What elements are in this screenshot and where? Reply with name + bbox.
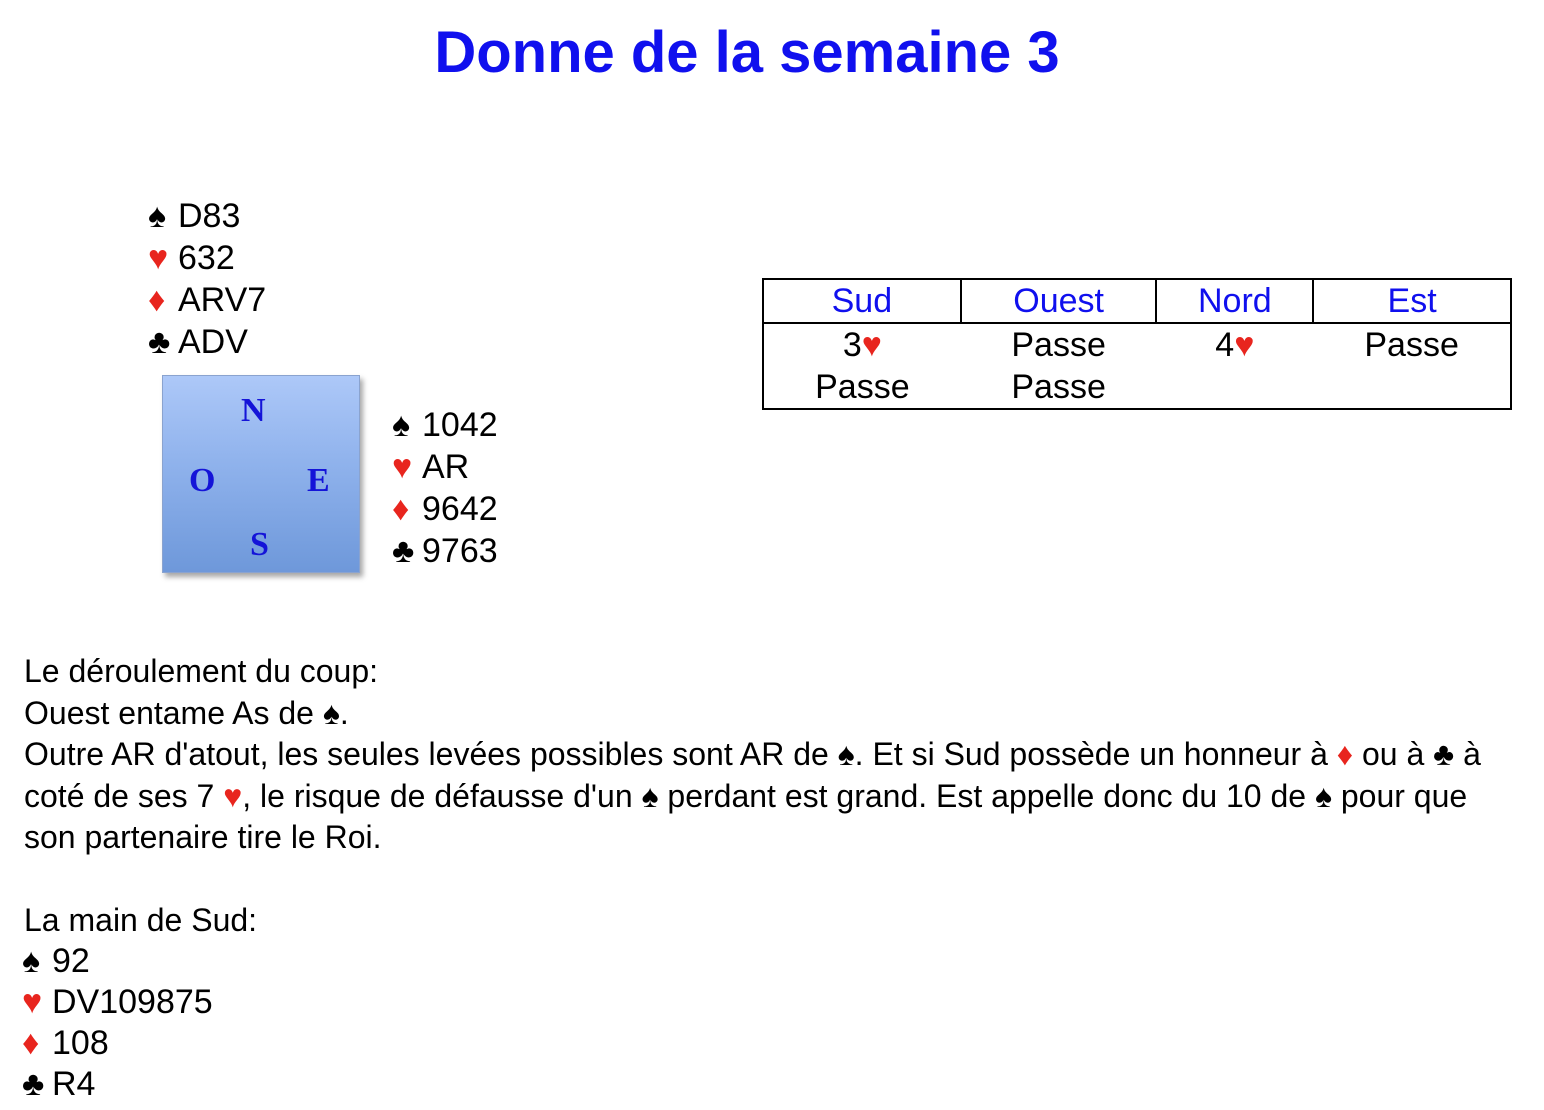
east-spades: 1042 [422,406,498,444]
opening-lead [24,693,1494,735]
south-hand [22,941,213,1105]
east-diamonds-row [392,488,498,530]
north-diamonds: ARV7 [178,281,267,319]
spade-icon: ♠ [322,694,340,731]
header-nord: Nord [1156,279,1313,323]
compass-west: O [189,462,216,499]
club-icon: ♣ [1433,736,1455,772]
heart-icon: ♥ [148,239,169,277]
narrative-heading: Le déroulement du coup: [24,653,379,689]
header-ouest: Ouest [961,279,1157,323]
east-hearts-row [392,446,498,488]
compass-east: E [307,462,330,499]
bid-cell: Passe [1011,368,1106,406]
east-clubs-row [392,530,498,572]
south-diamonds: 108 [52,1024,109,1062]
bid-cell: Passe [1313,323,1511,366]
east-hearts: AR [422,448,470,486]
heart-icon: ♥ [392,448,413,486]
analysis-text: ou à [1353,736,1434,772]
east-clubs: 9763 [422,532,498,570]
page-title: Donne de la semaine 3 [434,20,1060,85]
analysis-text: pour que son partenaire tire le Roi. [24,777,1468,855]
analysis-text: à coté de ses 7 [24,736,1481,814]
north-diamonds-row [148,279,266,321]
south-hearts: DV109875 [52,983,213,1021]
south-hearts-row [22,982,213,1023]
bid-cell [1156,323,1313,366]
north-hand [148,195,266,363]
bid-level: 3 [842,326,862,364]
compass-box [162,375,360,573]
spade-icon: ♠ [1314,777,1332,814]
bid-cell: Passe [961,323,1157,366]
south-spades-row [22,941,213,982]
club-icon: ♣ [148,323,171,361]
lead-end: . [339,694,349,731]
bid-cell: Passe [815,368,910,406]
spade-icon: ♠ [22,942,41,980]
bid-cell [1313,366,1511,409]
lead-text: Ouest entame As de [24,694,323,731]
east-spades-row [392,404,498,446]
header-sud: Sud [763,279,961,323]
heart-icon: ♥ [861,326,882,364]
bidding-table [762,278,1512,410]
east-hand [392,404,498,572]
narrative [24,651,1494,941]
diamond-icon: ♦ [1336,736,1354,772]
analysis-text: perdant est grand. Est appelle donc du 10 de [658,777,1315,814]
south-clubs-row [22,1064,213,1105]
compass-south: S [250,526,269,563]
bidding-header-row [763,279,1511,323]
south-heading: La main de Sud: [24,901,258,938]
club-icon: ♣ [22,1065,45,1103]
spacer [24,859,1494,900]
analysis-text: Outre AR d'atout, les seules levées possibles sont AR de [24,736,838,772]
bidding-row [763,366,1511,409]
north-clubs: ADV [178,323,248,361]
spade-icon: ♠ [837,736,855,772]
heart-icon: ♥ [22,983,43,1021]
north-clubs-row [148,321,266,363]
bid-level: 4 [1215,326,1235,364]
bidding-row [763,323,1511,366]
spade-icon: ♠ [392,406,411,444]
analysis-text: . Et si Sud possède un honneur à [854,736,1337,772]
heart-icon: ♥ [223,777,243,814]
south-clubs: R4 [52,1065,96,1103]
bid-cell [763,323,961,366]
south-diamonds-row [22,1023,213,1064]
north-hearts: 632 [178,239,235,277]
bid-cell [1156,366,1313,409]
club-icon: ♣ [392,532,415,570]
south-spades: 92 [52,942,90,980]
north-spades: D83 [178,197,241,235]
north-spades-row [148,195,266,237]
analysis-text: , le risque de défausse d'un [242,777,642,814]
header-est: Est [1313,279,1511,323]
compass-north: N [241,392,266,429]
diamond-icon: ♦ [22,1024,40,1062]
heart-icon: ♥ [1234,326,1255,364]
spade-icon: ♠ [641,777,659,814]
north-hearts-row [148,237,266,279]
east-diamonds: 9642 [422,490,498,528]
spade-icon: ♠ [148,197,167,235]
analysis-paragraph [24,734,1494,859]
diamond-icon: ♦ [392,490,410,528]
diamond-icon: ♦ [148,281,166,319]
